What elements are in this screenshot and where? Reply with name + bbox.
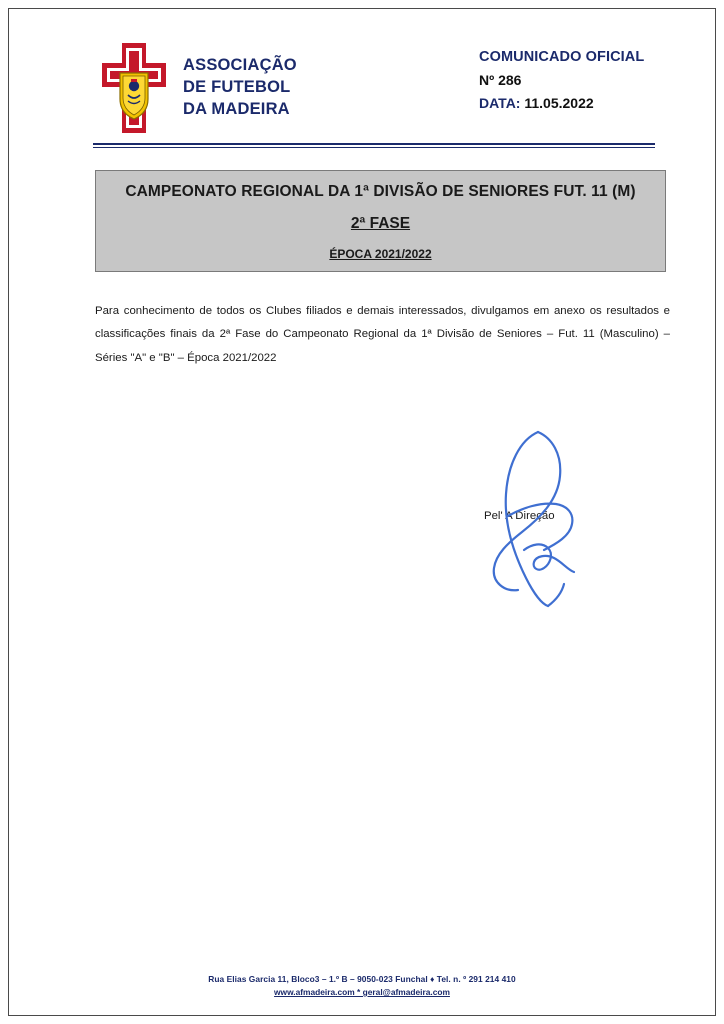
association-name-line-2: DE FUTEBOL	[183, 77, 291, 96]
association-name	[183, 55, 297, 121]
body-paragraph: Para conhecimento de todos os Clubes filiados e demais interessados, divulgamos em anexo os resultados e classificações finais da 2ª Fase do Campeonato Regional da 1ª Divisão de Seniores – Fut. 11 (Masculino) – Séries "A" e "B" – Época 2021/2022	[95, 305, 670, 364]
title-season: ÉPOCA 2021/2022	[329, 247, 432, 261]
page-content	[9, 9, 715, 1015]
official-number: Nº 286	[479, 72, 522, 88]
official-date-value: 11.05.2022	[524, 95, 594, 111]
document-header	[87, 31, 655, 139]
title-box	[95, 170, 666, 272]
association-name-line-1: ASSOCIAÇÃO	[183, 56, 297, 74]
header-divider-thin	[93, 147, 655, 148]
title-phase: 2ª FASE	[350, 215, 411, 232]
title-championship: CAMPEONATO REGIONAL DA 1ª DIVISÃO DE SENIORES FUT. 11 (M)	[125, 183, 636, 200]
signature-label: Pel' A Direção	[484, 510, 555, 523]
official-title: COMUNICADO OFICIAL	[479, 49, 645, 65]
footer-web-email: www.afmadeira.com * geral@afmadeira.com	[274, 987, 450, 997]
document-footer	[9, 974, 715, 997]
official-date-label: DATA:	[479, 95, 521, 111]
association-name-line-3: DA MADEIRA	[183, 99, 290, 118]
official-date	[479, 95, 689, 111]
header-divider-thick	[93, 143, 655, 145]
afm-crest-icon	[95, 41, 173, 135]
signature-area	[9, 430, 715, 630]
footer-address: Rua Elias Garcia 11, Bloco3 – 1.º B – 9050-023 Funchal ♦ Tel. n. º 291 214 410	[208, 974, 516, 984]
official-communication-block	[479, 49, 689, 111]
handwritten-signature-icon	[464, 420, 604, 620]
